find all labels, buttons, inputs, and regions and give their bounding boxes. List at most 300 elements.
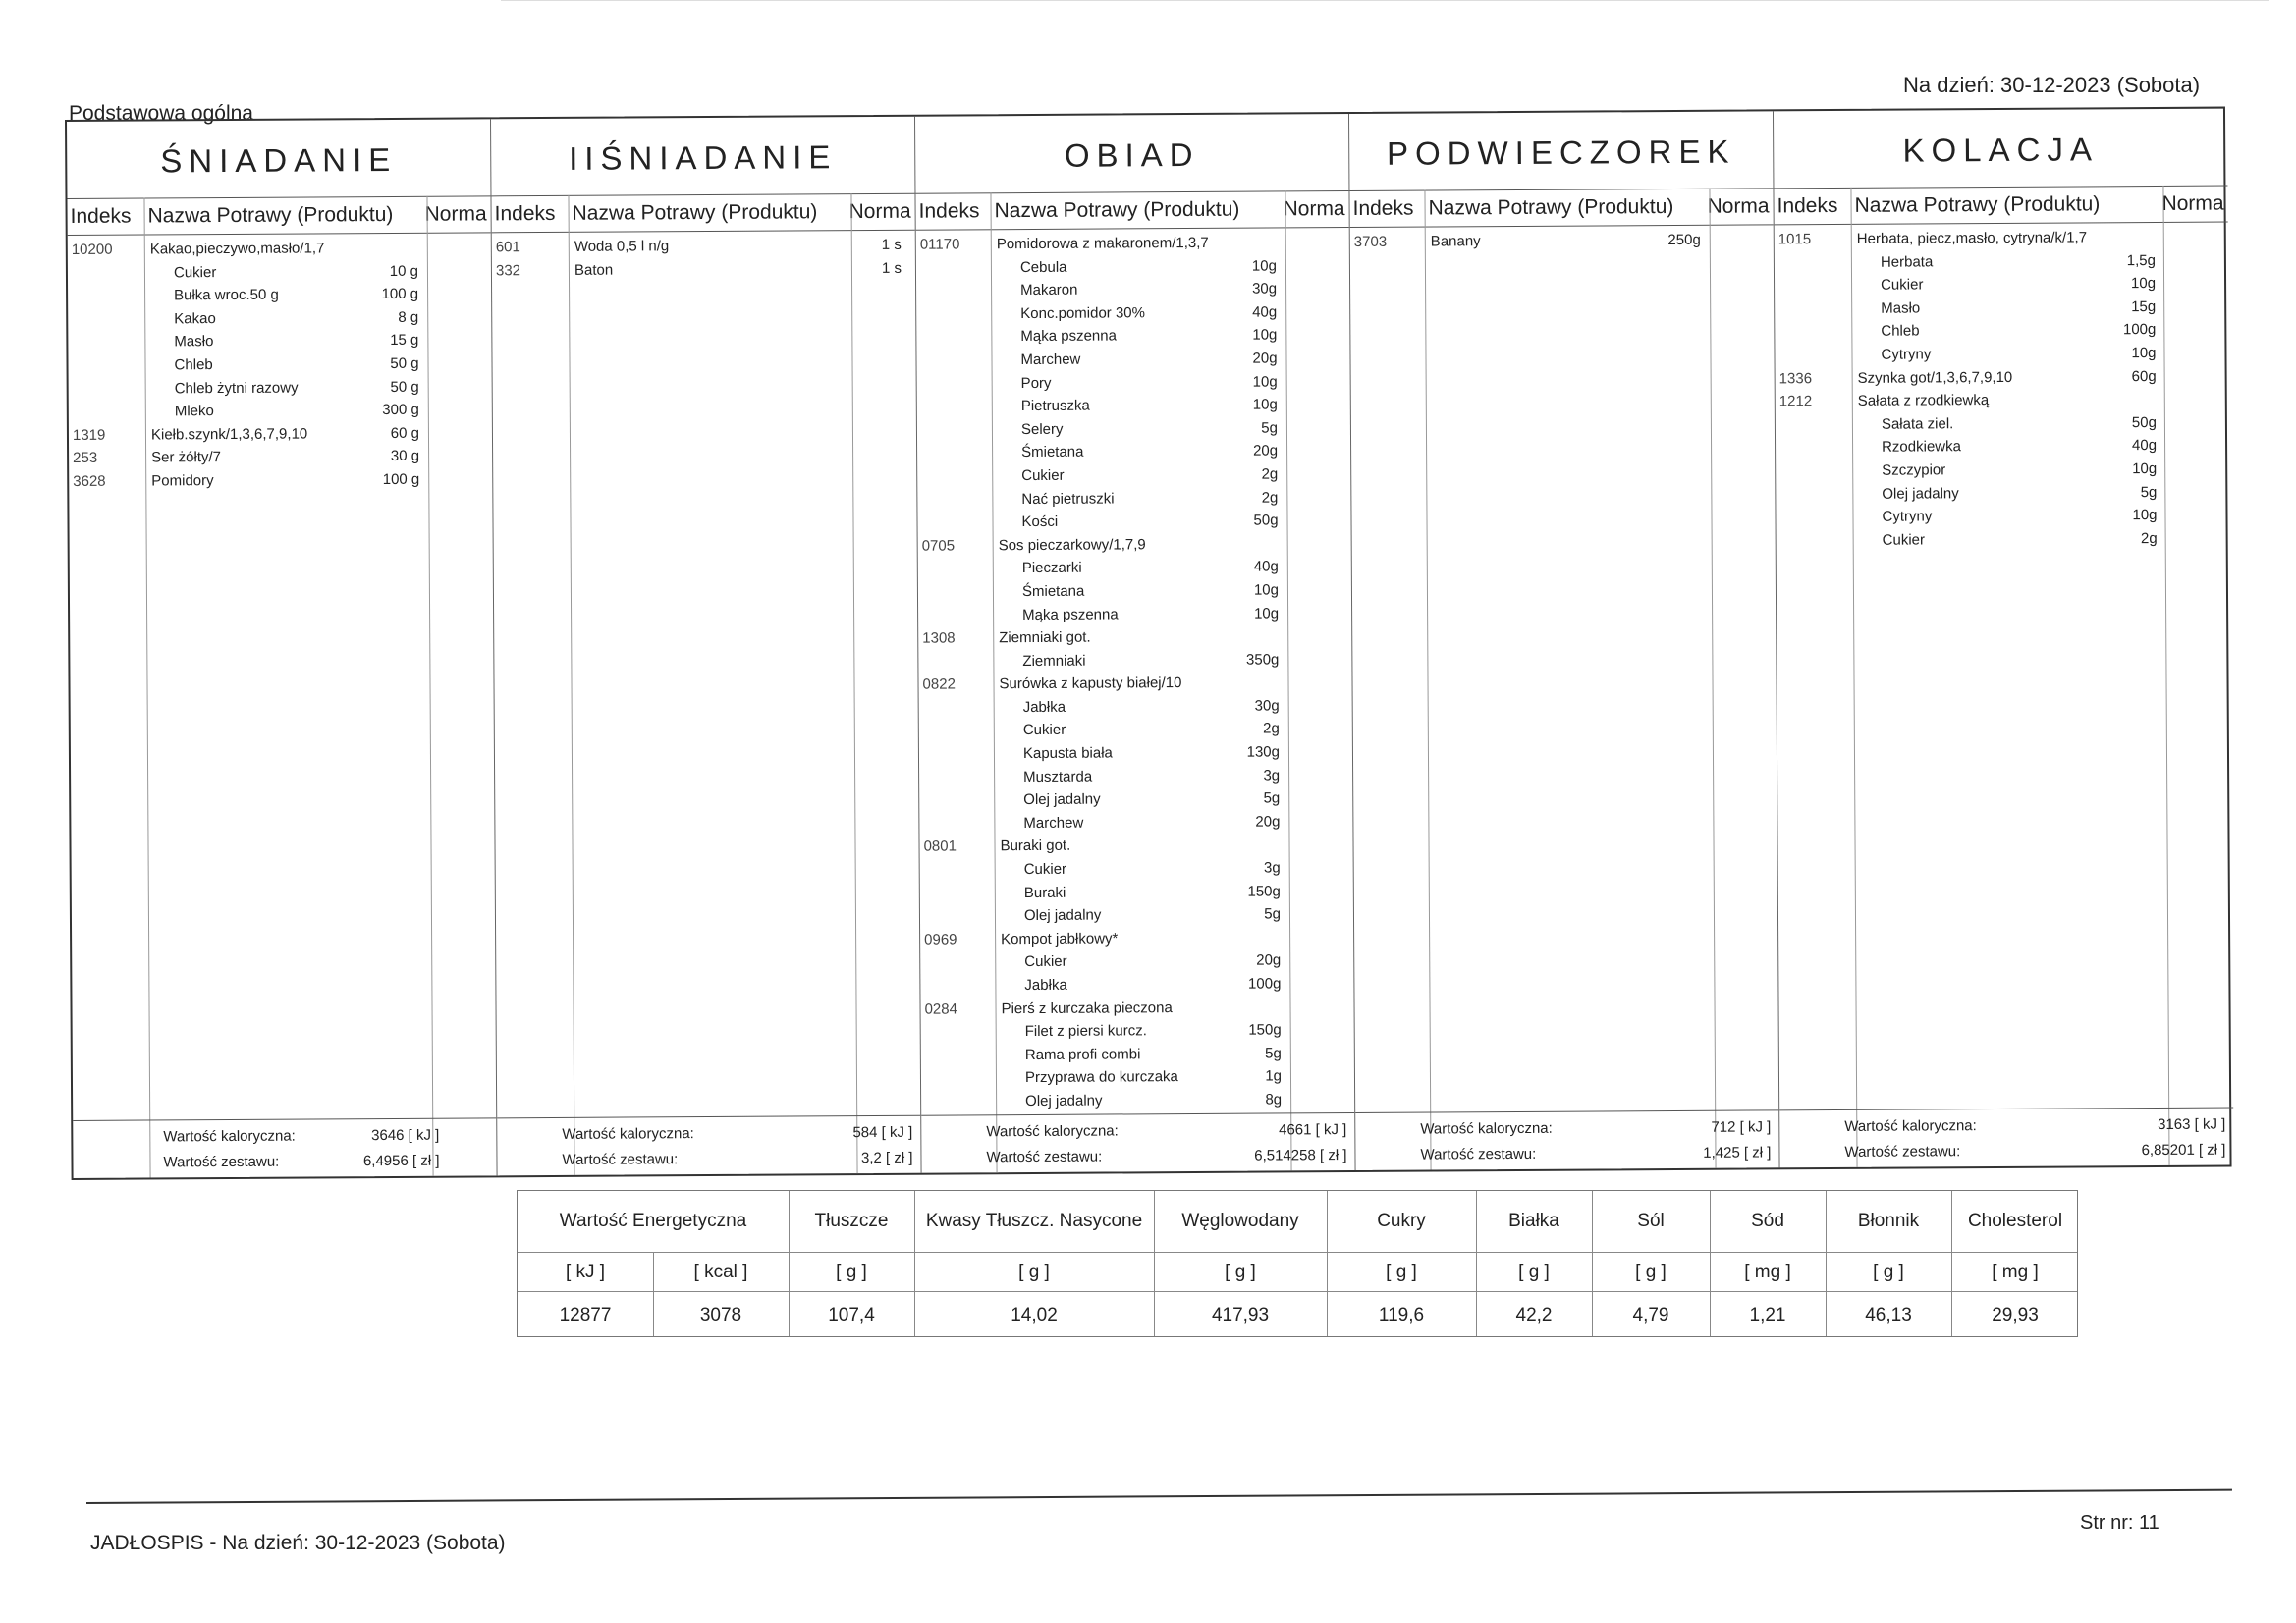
meal-item-row	[917, 392, 1350, 417]
nutrient-header: Tłuszcze	[814, 1211, 889, 1231]
nutrient-header: Cukry	[1377, 1211, 1426, 1231]
item-norm: 8g	[1265, 1091, 1283, 1109]
item-norm: 10g	[1254, 604, 1280, 622]
item-norm: 150g	[1247, 883, 1281, 900]
meal-item-row	[916, 346, 1349, 371]
ingredient-name: Buraki	[1023, 884, 1066, 901]
meal-item-row	[917, 461, 1350, 487]
ingredient-name: Rama profi combi	[1024, 1046, 1141, 1063]
name-header: Nazwa Potrawy (Produktu)	[994, 197, 1240, 223]
item-norm: 10g	[2132, 460, 2158, 478]
item-index: 1308	[922, 629, 956, 647]
meal-item-row	[921, 1041, 1354, 1066]
energy-label: Wartość kaloryczna:	[1420, 1119, 1553, 1138]
meal-item-row	[920, 925, 1353, 950]
meal-item-row	[492, 255, 915, 281]
item-norm: 10g	[2131, 344, 2157, 362]
item-norm: 10 g	[389, 262, 418, 280]
ingredient-name: Cukier	[1882, 531, 1926, 549]
item-index: 0284	[924, 1001, 957, 1018]
ingredient-name: Bułka wroc.50 g	[174, 286, 279, 304]
nutrient-unit: [ kJ ]	[565, 1262, 606, 1282]
meal-item-row	[917, 485, 1350, 511]
item-norm: 50 g	[390, 378, 419, 396]
table-rule	[518, 1252, 2077, 1253]
ingredient-name: Mąka pszenna	[1022, 605, 1119, 623]
item-norm: 1 s	[881, 236, 902, 253]
meal-column	[491, 117, 922, 1176]
meal-item-row	[1775, 294, 2228, 319]
ingredient-name: Mleko	[174, 403, 214, 420]
meal-item-row	[68, 351, 491, 376]
meal-item-row	[919, 785, 1352, 811]
meal-item-row	[1775, 225, 2228, 250]
meal-item-row	[917, 415, 1350, 441]
item-norm: 2g	[1261, 465, 1279, 483]
item-norm: 100g	[2122, 321, 2157, 339]
nutrient-header: Białka	[1508, 1211, 1559, 1231]
energy-value: 584 [ kJ ]	[852, 1123, 913, 1142]
norm-header: Norma	[848, 199, 911, 224]
meal-summary	[1355, 1109, 1778, 1170]
meal-items	[492, 233, 915, 282]
ingredient-name: Przyprawa do kurczaka	[1024, 1068, 1178, 1087]
meal-title: ŚNIADANIE	[160, 140, 398, 180]
ingredient-name: Makaron	[1020, 281, 1078, 299]
cost-label: Wartość zestawu:	[562, 1151, 679, 1168]
ingredient-name: Olej jadalny	[1023, 790, 1101, 809]
meal-item-row	[1776, 363, 2229, 389]
ingredient-name: Cukier	[1024, 953, 1067, 971]
item-index: 01170	[919, 236, 960, 253]
item-norm: 30g	[1251, 280, 1278, 298]
item-norm: 2g	[1263, 720, 1280, 738]
ingredient-name: Mąka pszenna	[1020, 327, 1117, 346]
meal-item-row	[1776, 503, 2229, 528]
meal-items	[68, 235, 493, 492]
item-index: 332	[495, 261, 521, 279]
meal-item-row	[1776, 479, 2229, 505]
nutrient-value: 14,02	[1011, 1305, 1058, 1325]
item-norm: 60g	[2131, 367, 2157, 385]
meal-item-row	[1776, 456, 2229, 481]
nutrient-value: 3078	[699, 1305, 742, 1325]
cost-value: 6,514258 [ zł ]	[1254, 1147, 1347, 1164]
dish-name: Kakao,pieczywo,masło/1,7	[149, 240, 325, 258]
dish-name: Ziemniaki got.	[999, 628, 1091, 647]
meal-item-row	[69, 466, 492, 492]
item-norm: 40g	[2131, 437, 2158, 455]
meal-summary	[1779, 1108, 2233, 1168]
cost-value: 6,85201 [ zł ]	[2141, 1141, 2226, 1160]
ingredient-name: Rzodkiewka	[1882, 438, 1961, 457]
meal-items	[916, 230, 1354, 1112]
dish-name: Buraki got.	[1000, 838, 1071, 855]
meal-item-row	[917, 438, 1350, 463]
ingredient-name: Marchew	[1020, 351, 1081, 369]
meal-item-row	[916, 299, 1349, 325]
norm-divider	[850, 193, 857, 1173]
item-index: 0822	[922, 676, 956, 693]
meal-summary	[497, 1115, 920, 1176]
meal-item-row	[918, 531, 1351, 557]
energy-label: Wartość kaloryczna:	[986, 1122, 1119, 1141]
ingredient-name: Marchew	[1023, 814, 1084, 832]
dish-name: Ser żółty/7	[151, 449, 222, 466]
item-norm: 3g	[1263, 767, 1281, 784]
meal-item-row	[69, 374, 492, 400]
item-norm: 1 s	[881, 259, 902, 277]
item-norm: 350g	[1245, 651, 1280, 669]
name-header: Nazwa Potrawy (Produktu)	[572, 200, 818, 225]
ingredient-name: Cukier	[1022, 722, 1066, 739]
ingredient-name: Chleb	[1881, 322, 1920, 341]
ingredient-name: Masło	[1881, 299, 1921, 317]
item-norm: 100 g	[382, 470, 420, 488]
item-norm: 100 g	[381, 285, 419, 303]
meal-item-row	[921, 1063, 1354, 1089]
index-header: Indeks	[1352, 196, 1414, 220]
index-divider	[1424, 190, 1431, 1170]
meal-item-row	[1775, 247, 2228, 273]
energy-value: 3163 [ kJ ]	[2158, 1115, 2226, 1134]
column-headers	[1774, 186, 2227, 226]
cost-label: Wartość zestawu:	[1844, 1143, 1961, 1161]
item-norm: 10g	[1251, 257, 1277, 275]
dish-name: Sos pieczarkowy/1,7,9	[998, 536, 1146, 554]
nutrient-unit: [ mg ]	[1992, 1262, 2039, 1282]
item-norm: 20g	[1253, 442, 1279, 460]
meal-item-row	[917, 369, 1350, 395]
item-norm: 130g	[1246, 743, 1281, 761]
item-norm: 40g	[1252, 303, 1278, 321]
item-norm: 2g	[2140, 529, 2158, 547]
ingredient-name: Pietruszka	[1020, 397, 1090, 415]
cost-label: Wartość zestawu:	[1420, 1145, 1537, 1163]
dish-name: Surówka z kapusty białej/10	[999, 675, 1182, 693]
meal-column	[1774, 109, 2234, 1168]
dish-name: Banany	[1430, 233, 1481, 250]
norm-header: Norma	[424, 202, 487, 226]
dish-name: Pomidorowa z makaronem/1,3,7	[996, 234, 1209, 253]
meal-item-row	[918, 647, 1351, 673]
ingredient-name: Śmietana	[1021, 444, 1084, 461]
meal-item-row	[69, 444, 492, 469]
energy-value: 712 [ kJ ]	[1711, 1118, 1772, 1136]
dish-name: Szynka got/1,3,6,7,9,10	[1857, 368, 2013, 387]
meal-item-row	[919, 763, 1352, 788]
meal-item-row	[1775, 271, 2228, 297]
meal-item-row	[919, 809, 1352, 835]
meal-item-row	[68, 282, 491, 307]
item-norm: 20g	[1252, 350, 1278, 367]
meal-items	[1350, 227, 1774, 252]
meal-item-row	[916, 322, 1349, 348]
item-norm: 10g	[2132, 507, 2158, 524]
ingredient-name: Cukier	[1881, 276, 1924, 294]
nutrient-unit: [ g ]	[1225, 1262, 1256, 1282]
ingredient-name: Filet z piersi kurcz.	[1024, 1022, 1147, 1041]
meal-item-row	[69, 420, 492, 446]
item-norm: 10g	[2130, 275, 2157, 293]
item-norm: 100g	[1247, 975, 1282, 993]
nutrient-value: 417,93	[1211, 1305, 1270, 1325]
cost-label: Wartość zestawu:	[986, 1148, 1103, 1166]
ingredient-name: Nać pietruszki	[1021, 490, 1115, 508]
index-header: Indeks	[918, 199, 980, 223]
nutrient-value: 107,4	[828, 1305, 875, 1325]
item-norm: 15g	[2131, 298, 2157, 315]
ingredient-name: Śmietana	[1021, 582, 1085, 600]
page-number: Str nr: 11	[2080, 1512, 2159, 1534]
nutrient-value: 29,93	[1992, 1305, 2039, 1325]
item-norm: 10g	[1252, 396, 1278, 413]
nutrition-summary-table	[517, 1190, 2078, 1337]
ingredient-name: Jabłka	[1022, 698, 1066, 716]
meal-summary	[73, 1117, 496, 1178]
meal-item-row	[920, 947, 1353, 973]
item-norm: 10g	[1252, 373, 1278, 391]
item-norm: 10g	[1253, 581, 1280, 599]
meal-item-row	[68, 304, 491, 330]
item-norm: 5g	[1263, 789, 1281, 807]
energy-label: Wartość kaloryczna:	[562, 1125, 694, 1143]
item-index: 1319	[72, 426, 106, 444]
meal-item-row	[918, 554, 1351, 579]
dish-name: Woda 0,5 l n/g	[574, 238, 670, 255]
nutrient-header: Błonnik	[1857, 1211, 1920, 1231]
dish-name: Herbata, piecz,masło, cytryna/k/1,7	[1856, 229, 2088, 247]
energy-value: 3646 [ kJ ]	[371, 1126, 440, 1145]
nutrient-value: 4,79	[1632, 1305, 1669, 1325]
ingredient-name: Pory	[1020, 374, 1052, 392]
item-index: 3628	[73, 472, 106, 490]
ingredient-name: Cebula	[1019, 258, 1067, 276]
nutrient-unit: [ g ]	[1018, 1262, 1050, 1282]
nutrient-unit: [ g ]	[1386, 1262, 1417, 1282]
meal-item-row	[921, 1017, 1354, 1043]
nutrient-header: Cholesterol	[1967, 1211, 2063, 1231]
ingredient-name: Konc.pomidor 30%	[1020, 304, 1146, 322]
meal-item-row	[69, 398, 492, 423]
norm-divider	[1709, 189, 1716, 1168]
nutrient-value: 42,2	[1515, 1305, 1553, 1325]
meal-item-row	[68, 235, 491, 260]
meal-item-row	[916, 276, 1349, 301]
nutrient-unit: [ g ]	[836, 1262, 867, 1282]
nutrient-unit: [ mg ]	[1744, 1262, 1791, 1282]
norm-header: Norma	[1707, 194, 1770, 218]
ingredient-name: Ziemniaki	[1022, 652, 1086, 670]
item-index: 1212	[1778, 393, 1813, 410]
dish-name: Baton	[574, 261, 614, 279]
meal-item-row	[918, 670, 1351, 695]
ingredient-name: Kości	[1021, 513, 1059, 531]
meal-item-row	[68, 258, 491, 284]
item-index: 1015	[1777, 231, 1812, 248]
meal-item-row	[1777, 525, 2230, 551]
meal-item-row	[920, 855, 1353, 881]
meal-item-row	[916, 253, 1349, 279]
meal-item-row	[920, 879, 1353, 904]
nutrient-header: Węglowodany	[1181, 1211, 1299, 1231]
item-norm: 3g	[1263, 859, 1281, 877]
menu-table	[65, 107, 2232, 1180]
name-header: Nazwa Potrawy (Produktu)	[147, 202, 394, 228]
item-norm: 20g	[1256, 951, 1282, 970]
item-norm: 50 g	[390, 354, 419, 372]
meal-item-row	[917, 508, 1350, 533]
norm-header: Norma	[1283, 197, 1345, 221]
cost-value: 1,425 [ zł ]	[1703, 1144, 1772, 1162]
meal-items	[1775, 225, 2230, 552]
cost-value: 3,2 [ zł ]	[860, 1149, 913, 1167]
item-norm: 5g	[2140, 483, 2158, 501]
item-norm: 30 g	[390, 448, 420, 465]
item-norm: 300 g	[382, 401, 419, 419]
meal-item-row	[492, 233, 915, 258]
meal-item-row	[916, 230, 1349, 255]
meal-item-row	[920, 971, 1353, 997]
item-index: 1336	[1778, 369, 1813, 387]
nutrient-unit: [ g ]	[1518, 1262, 1550, 1282]
index-header: Indeks	[1777, 193, 1838, 218]
meal-item-row	[918, 577, 1351, 603]
dish-name: Kiełb.szynk/1,3,6,7,9,10	[150, 425, 308, 444]
item-index: 0801	[923, 838, 957, 856]
item-index: 601	[495, 239, 520, 256]
item-norm: 5g	[1265, 1045, 1282, 1062]
ingredient-name: Chleb	[174, 356, 213, 374]
item-norm: 1g	[1265, 1067, 1283, 1085]
meal-item-row	[919, 716, 1352, 741]
energy-label: Wartość kaloryczna:	[1844, 1117, 1977, 1135]
meal-item-row	[919, 739, 1352, 765]
meal-title: KOLACJA	[1902, 131, 2100, 169]
meal-item-row	[918, 623, 1351, 649]
ingredient-name: Olej jadalny	[1023, 906, 1102, 925]
cost-value: 6,4956 [ zł ]	[362, 1152, 440, 1170]
meal-item-row	[1775, 317, 2228, 343]
ingredient-name: Musztarda	[1023, 768, 1093, 785]
nutrient-value: 119,6	[1378, 1305, 1425, 1325]
item-norm: 30g	[1254, 697, 1280, 715]
ingredient-name: Szczypior	[1882, 461, 1946, 479]
meal-column	[915, 114, 1356, 1173]
meal-title: OBIAD	[1064, 135, 1200, 174]
nutrient-value: 46,13	[1865, 1305, 1912, 1325]
nutrient-value: 12877	[559, 1305, 612, 1325]
nutrient-value: 1,21	[1749, 1305, 1786, 1325]
meal-item-row	[919, 832, 1352, 857]
item-norm: 5g	[1261, 419, 1278, 437]
ingredient-name: Kakao	[174, 309, 216, 328]
meal-item-row	[1776, 409, 2229, 435]
nutrient-header: Sól	[1637, 1211, 1665, 1231]
meal-item-row	[1350, 227, 1774, 252]
index-header: Indeks	[70, 204, 132, 228]
diet-plan-name: Podstawowa ogólna	[69, 102, 253, 125]
ingredient-name: Cukier	[1023, 860, 1067, 879]
item-index: 10200	[71, 241, 113, 258]
nutrient-header: Kwasy Tłuszcz. Nasycone	[925, 1211, 1143, 1231]
meal-item-row	[918, 601, 1351, 626]
ingredient-name: Chleb żytni razowy	[174, 379, 299, 397]
meal-title: PODWIECZOREK	[1386, 133, 1736, 172]
item-index: 253	[73, 450, 98, 467]
meal-title: IIŚNIADANIE	[569, 138, 838, 177]
item-norm: 50g	[2131, 413, 2157, 431]
meal-item-row	[68, 328, 491, 353]
ingredient-name: Jabłka	[1024, 976, 1067, 995]
meal-item-row	[1775, 341, 2228, 366]
column-headers	[915, 190, 1348, 231]
index-header: Indeks	[494, 201, 556, 226]
norm-header: Norma	[2161, 191, 2224, 215]
ingredient-name: Cukier	[173, 263, 217, 281]
ingredient-name: Cytryny	[1881, 346, 1932, 363]
item-norm: 150g	[1248, 1021, 1282, 1039]
item-norm: 2g	[1261, 488, 1279, 507]
ingredient-name: Cytryny	[1882, 508, 1933, 525]
name-header: Nazwa Potrawy (Produktu)	[1854, 192, 2101, 217]
item-norm: 1,5g	[2126, 251, 2156, 269]
ingredient-name: Selery	[1020, 420, 1064, 438]
nutrient-unit: [ g ]	[1873, 1262, 1904, 1282]
item-index: 3703	[1353, 233, 1388, 250]
item-norm: 50g	[1253, 512, 1279, 529]
dish-name: Sałata z rzodkiewką	[1857, 392, 1990, 410]
cost-label: Wartość zestawu:	[163, 1153, 280, 1171]
item-norm: 15 g	[390, 332, 419, 350]
item-index: 0969	[924, 931, 957, 948]
nutrient-unit: [ kcal ]	[693, 1262, 748, 1282]
meal-column	[67, 119, 498, 1178]
meal-item-row	[920, 901, 1353, 927]
dish-name: Pomidory	[151, 472, 214, 490]
item-norm: 40g	[1253, 558, 1279, 575]
item-norm: 5g	[1264, 905, 1282, 923]
meal-item-row	[921, 1087, 1354, 1112]
dish-name: Kompot jabłkowy*	[1001, 930, 1119, 948]
name-header: Nazwa Potrawy (Produktu)	[1428, 194, 1674, 220]
ingredient-name: Olej jadalny	[1025, 1092, 1103, 1110]
item-norm: 60 g	[390, 424, 420, 442]
ingredient-name: Cukier	[1021, 466, 1065, 484]
item-norm: 10g	[1252, 326, 1278, 344]
ingredient-name: Masło	[174, 333, 214, 351]
meal-summary	[921, 1112, 1354, 1173]
ingredient-name: Pieczarki	[1021, 559, 1082, 577]
nutrient-header: Sód	[1751, 1211, 1784, 1231]
index-divider	[568, 195, 574, 1175]
meal-item-row	[920, 995, 1353, 1020]
footer-title: JADŁOSPIS - Na dzień: 30-12-2023 (Sobota)	[90, 1532, 506, 1554]
energy-value: 4661 [ kJ ]	[1279, 1121, 1347, 1139]
item-index: 0705	[921, 537, 956, 555]
meal-column	[1349, 111, 1780, 1170]
item-norm: 250g	[1667, 231, 1701, 249]
ingredient-name: Herbata	[1880, 252, 1934, 271]
item-norm: 8 g	[398, 308, 419, 326]
ingredient-name: Kapusta biała	[1022, 744, 1113, 763]
meal-item-row	[1776, 387, 2229, 412]
table-rule	[518, 1291, 2077, 1292]
document-date: Na dzień: 30-12-2023 (Sobota)	[1903, 73, 2201, 97]
ingredient-name: Sałata ziel.	[1881, 415, 1954, 433]
dish-name: Pierś z kurczaka pieczona	[1001, 999, 1173, 1017]
meal-item-row	[919, 693, 1352, 719]
